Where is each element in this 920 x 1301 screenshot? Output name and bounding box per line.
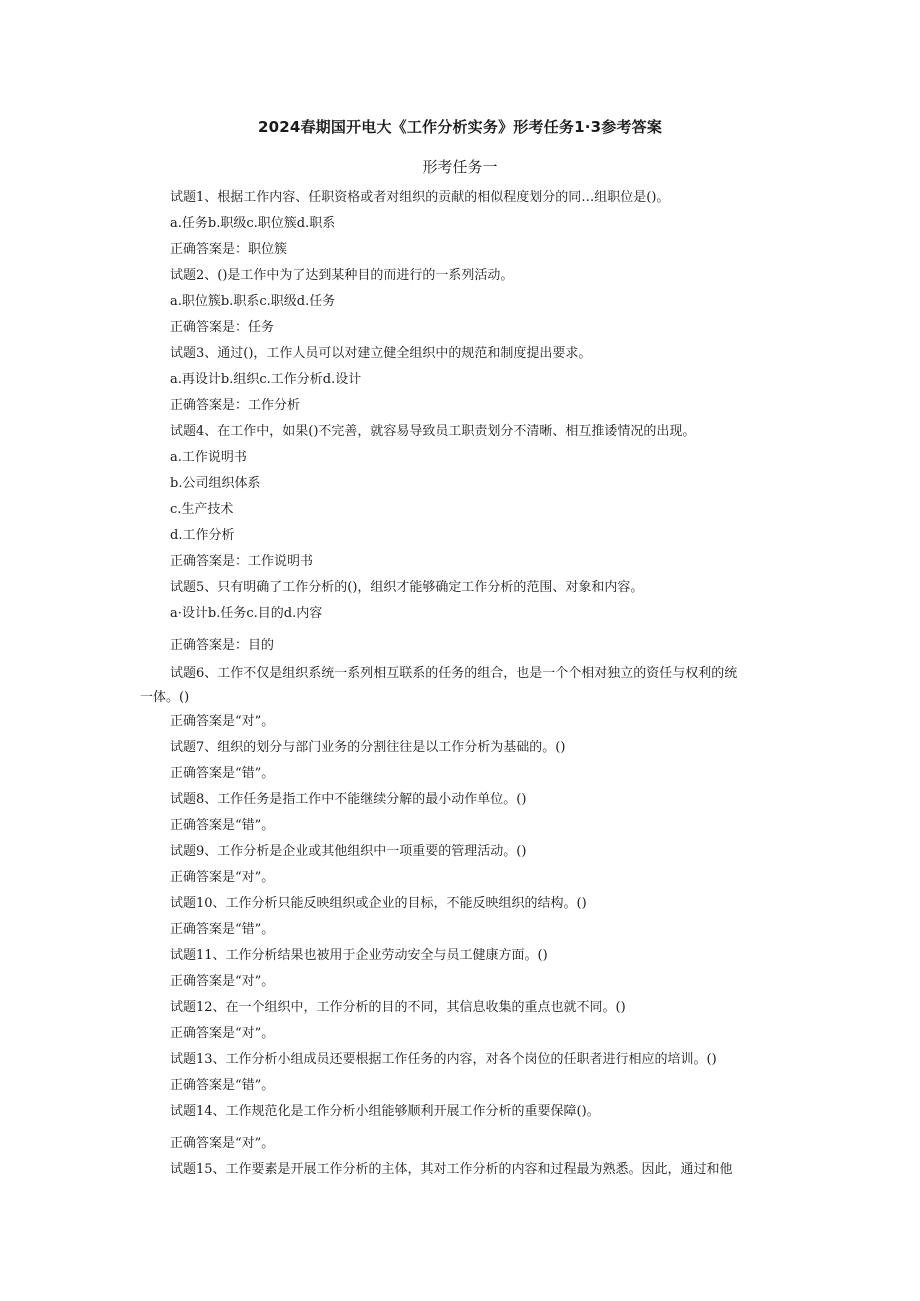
question-4-option-b: b.公司组织体系 <box>170 476 261 491</box>
question-5-answer: 正确答案是：目的 <box>170 638 275 653</box>
question-4-option-c: c.生产技术 <box>170 502 234 517</box>
question-12: 试题12、在一个组织中，工作分析的目的不同，其信息收集的重点也就不同。() <box>170 1000 626 1015</box>
question-2-answer: 正确答案是：任务 <box>170 320 275 335</box>
question-14: 试题14、工作规范化是工作分析小组能够顺利开展工作分析的重要保障()。 <box>170 1104 600 1119</box>
section-title: 形考任务一 <box>422 158 498 176</box>
question-10: 试题10、工作分析只能反映组织或企业的目标，不能反映组织的结构。() <box>170 896 587 911</box>
question-5-options: a·设计b.任务c.目的d.内容 <box>170 606 323 621</box>
question-4-answer: 正确答案是：工作说明书 <box>170 554 314 569</box>
question-14-answer: 正确答案是“对”。 <box>170 1136 275 1151</box>
question-13: 试题13、工作分析小组成员还要根据工作任务的内容，对各个岗位的任职者进行相应的培训。() <box>170 1052 717 1067</box>
question-9: 试题9、工作分析是企业或其他组织中一项重要的管理活动。() <box>170 844 527 859</box>
question-6-text-continued: 一体。() <box>140 690 190 705</box>
question-1-options: a.任务b.职级c.职位簇d.职系 <box>170 216 336 231</box>
question-11-answer: 正确答案是“对”。 <box>170 974 275 989</box>
question-4-option-d: d.工作分析 <box>170 528 235 543</box>
question-8-answer: 正确答案是“错”。 <box>170 818 275 833</box>
question-13-answer: 正确答案是“错”。 <box>170 1078 275 1093</box>
question-1: 试题1、根据工作内容、任职资格或者对组织的贡献的相似程度划分的同…组职位是()。 <box>170 190 670 205</box>
question-15: 试题15、工作要素是开展工作分析的主体，其对工作分析的内容和过程最为熟悉。因此，通过和他 <box>170 1162 733 1177</box>
question-7-answer: 正确答案是“错”。 <box>170 766 275 781</box>
question-6 <box>140 662 790 710</box>
question-3: 试题3、通过()，工作人员可以对建立健全组织中的规范和制度提出要求。 <box>170 346 592 361</box>
question-6-text: 试题6、工作不仅是组织系统一系列相互联系的任务的组合，也是一个个相对独立的资任与权利的统 <box>170 666 738 681</box>
question-4-option-a: a.工作说明书 <box>170 450 247 465</box>
question-7: 试题7、组织的划分与部门业务的分割往往是以工作分析为基础的。() <box>170 740 566 755</box>
document-title: 2024春期国开电大《工作分析实务》形考任务1·3参考答案 <box>257 118 663 136</box>
question-5: 试题5、只有明确了工作分析的()，组织才能够确定工作分析的范围、对象和内容。 <box>170 580 644 595</box>
question-2-options: a.职位簇b.职系c.职级d.任务 <box>170 294 336 309</box>
question-9-answer: 正确答案是“对”。 <box>170 870 275 885</box>
question-2: 试题2、()是工作中为了达到某种目的而进行的一系列活动。 <box>170 268 514 283</box>
question-11: 试题11、工作分析结果也被用于企业劳动安全与员工健康方面。() <box>170 948 548 963</box>
question-6-answer: 正确答案是“对”。 <box>170 714 275 729</box>
question-1-answer: 正确答案是：职位簇 <box>170 242 288 257</box>
question-12-answer: 正确答案是“对”。 <box>170 1026 275 1041</box>
question-10-answer: 正确答案是“错”。 <box>170 922 275 937</box>
document-body <box>140 188 790 1186</box>
question-3-options: a.再设计b.组织c.工作分析d.设计 <box>170 372 362 387</box>
question-4: 试题4、在工作中，如果()不完善，就容易导致员工职责划分不清晰、相互推诿情况的出现。 <box>170 424 696 439</box>
question-3-answer: 正确答案是：工作分析 <box>170 398 301 413</box>
question-8: 试题8、工作任务是指工作中不能继续分解的最小动作单位。() <box>170 792 527 807</box>
